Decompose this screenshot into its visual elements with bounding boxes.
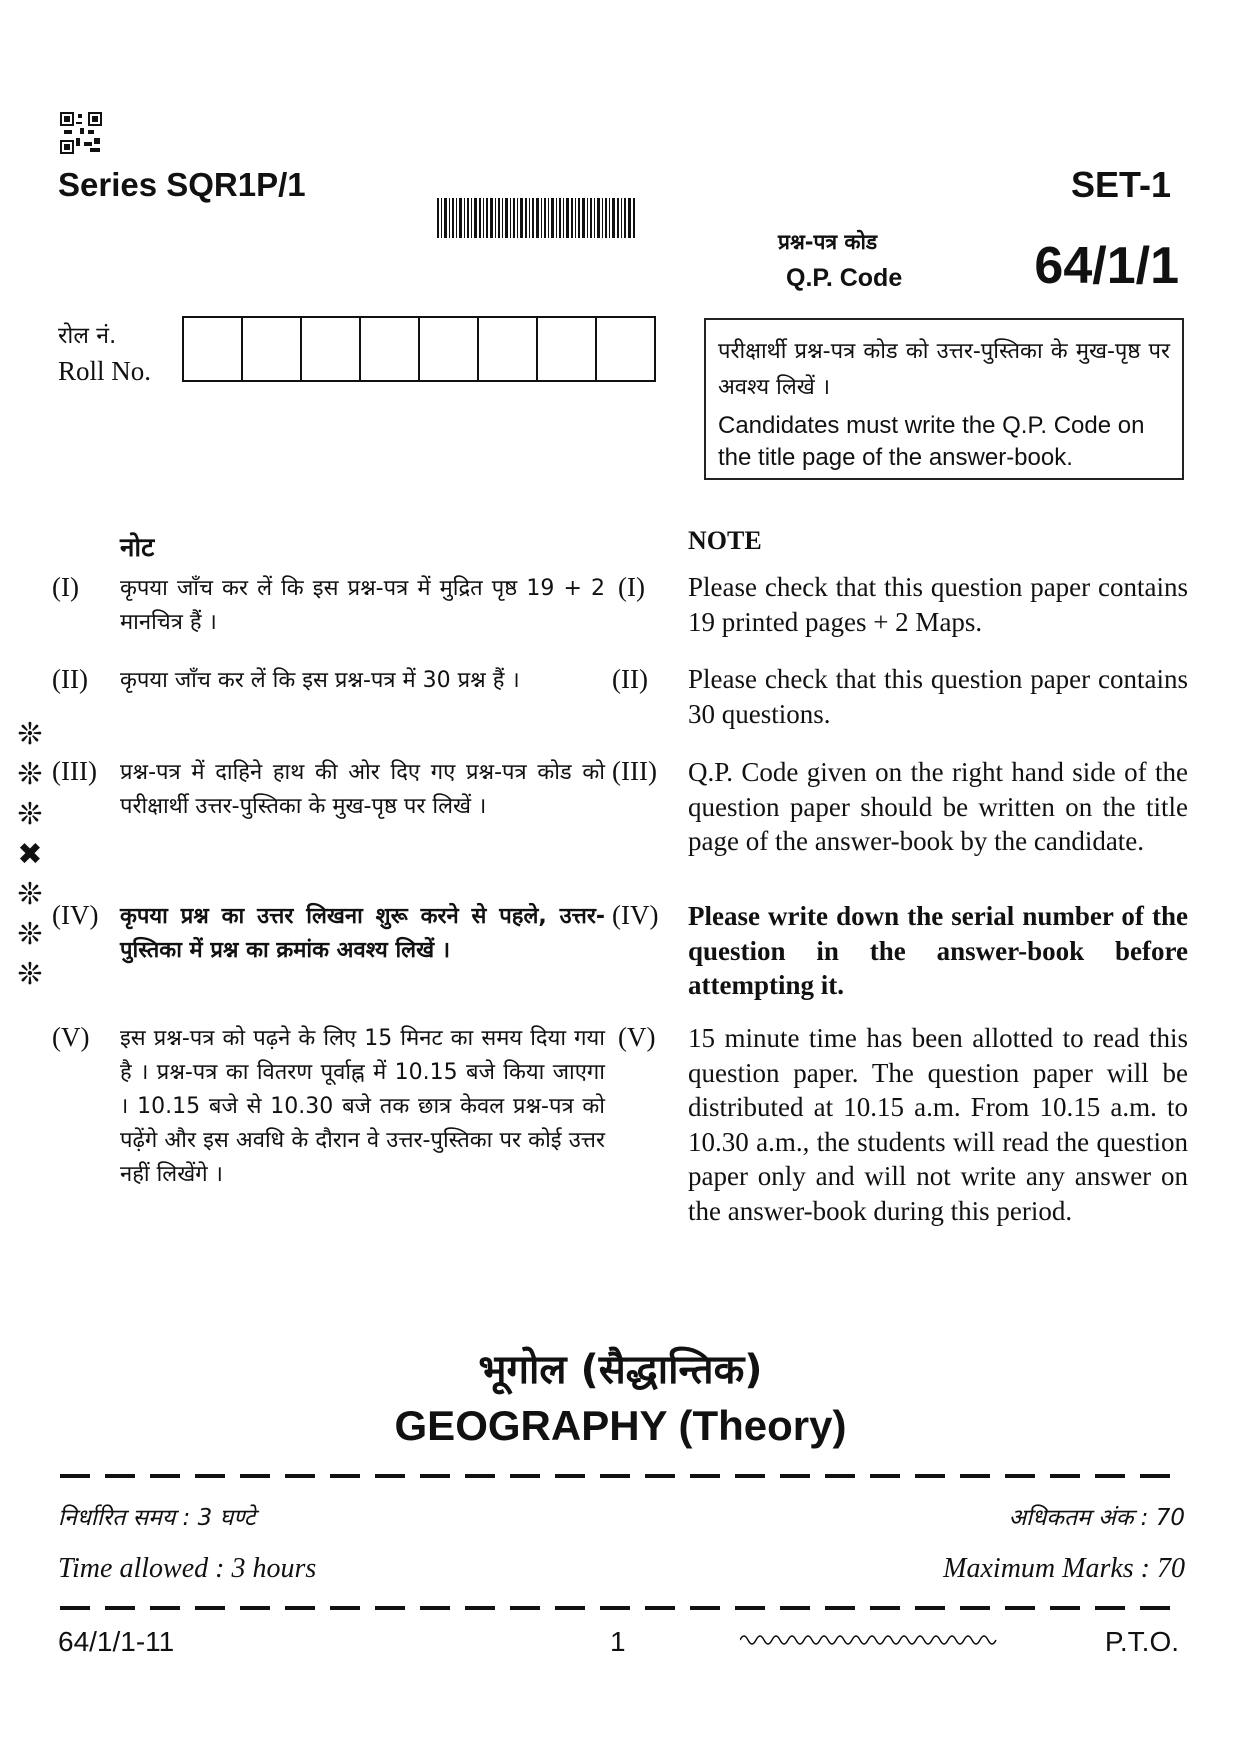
item-number: (IV) — [52, 900, 99, 930]
roll-box[interactable] — [597, 318, 656, 380]
qp-code-value: 64/1/1 — [1034, 237, 1179, 295]
dashed-divider — [60, 1606, 1185, 1610]
set-label: SET-1 — [1070, 164, 1171, 205]
roll-box[interactable] — [184, 318, 243, 380]
note-item-hindi: कृपया जाँच कर लें कि इस प्रश्न-पत्र में मुद्रित पृष्ठ 19 + 2 मानचित्र हैं । — [120, 576, 605, 635]
roll-box[interactable] — [479, 318, 538, 380]
roll-box[interactable] — [361, 318, 420, 380]
note-heading: NOTE — [688, 526, 762, 555]
qp-code-label: Q.P. Code — [786, 264, 903, 292]
item-number: (V) — [618, 1022, 656, 1052]
qr-code — [60, 112, 102, 154]
subject-title: GEOGRAPHY (Theory) — [394, 1402, 847, 1449]
wavy-line-icon — [740, 1632, 998, 1648]
maximum-marks: Maximum Marks : 70 — [943, 1553, 1185, 1584]
roll-label: Roll No. — [58, 356, 152, 386]
maximum-marks-hindi: अधिकतम अंक : 70 — [1008, 1505, 1185, 1531]
note-heading-hindi: नोट — [120, 533, 155, 563]
dashed-divider — [60, 1474, 1185, 1478]
margin-star-icons: ❊ ❊ ❊ ✖ ❊ ❊ ❊ — [17, 717, 43, 992]
time-allowed-hindi: निर्धारित समय : 3 घण्टे — [58, 1505, 256, 1531]
roll-box[interactable] — [420, 318, 479, 380]
time-allowed: Time allowed : 3 hours — [58, 1553, 317, 1584]
page-number: 1 — [610, 1626, 626, 1657]
roll-box[interactable] — [302, 318, 361, 380]
roll-box[interactable] — [243, 318, 302, 380]
roll-label-hindi: रोल नं. — [58, 323, 117, 349]
item-number: (I) — [52, 572, 79, 602]
note-item-hindi: कृपया प्रश्न का उत्तर लिखना शुरू करने से पहले, उत्तर-पुस्तिका में प्रश्न का क्रमांक अवश्य लिखें । — [120, 904, 605, 963]
roll-number-boxes[interactable] — [182, 316, 656, 382]
roll-box[interactable] — [538, 318, 597, 380]
note-item-hindi: कृपया जाँच कर लें कि इस प्रश्न-पत्र में 30 प्रश्न हैं । — [120, 668, 520, 693]
item-number: (III) — [612, 756, 657, 786]
item-number: (IV) — [612, 900, 659, 930]
qp-code-notice-box — [704, 318, 1184, 480]
pto-label: P.T.O. — [1104, 1626, 1179, 1657]
item-number: (II) — [612, 664, 648, 694]
note-item: Please write down the serial number of the question in the answer-book before attempting it. — [688, 901, 1188, 1000]
note-item-hindi: प्रश्न-पत्र में दाहिने हाथ की ओर दिए गए प्रश्न-पत्र कोड को परीक्षार्थी उत्तर-पुस्तिका के मुख-पृष्ठ पर लिखें । — [120, 760, 605, 819]
item-number: (I) — [618, 572, 645, 602]
note-item: 15 minute time has been allotted to read this question paper. The question paper will be distributed at 10.15 a.m. From 10.15 a.m. to 10.30 a.m., the students will read the question paper only and will not write any answer on the answer-book during this period. — [688, 1023, 1188, 1226]
note-item: Please check that this question paper contains 19 printed pages + 2 Maps. — [688, 572, 1188, 637]
footer-paper-code: 64/1/1-11 — [58, 1626, 175, 1657]
note-item: Q.P. Code given on the right hand side of the question paper should be written on the title page of the answer-book by the candidate. — [688, 757, 1188, 856]
note-item-hindi: इस प्रश्न-पत्र को पढ़ने के लिए 15 मिनट का समय दिया गया है । प्रश्न-पत्र का वितरण पूर्वाह्न में 10.15 बजे किया जाएगा । 10.15 बजे से 10.30 बजे तक छात्र केवल प्रश्न-पत्र को पढ़ेंगे और इस अवधि के दौरान वे उत्तर-पुस्तिका पर कोई उत्तर नहीं लिखेंगे । — [120, 1026, 605, 1187]
note-item: Please check that this question paper contains 30 questions. — [688, 664, 1188, 729]
item-number: (II) — [52, 664, 88, 694]
notice-text: Candidates must write the Q.P. Code on the title page of the answer-book. — [718, 412, 1145, 471]
barcode — [437, 198, 635, 238]
item-number: (V) — [52, 1022, 90, 1052]
notice-text-hindi: परीक्षार्थी प्रश्न-पत्र कोड को उत्तर-पुस्तिका के मुख-पृष्ठ पर अवश्य लिखें । — [718, 339, 1170, 400]
qp-code-label-hindi: प्रश्न-पत्र कोड — [778, 230, 878, 254]
series-label: Series SQR1P/1 — [58, 166, 306, 203]
item-number: (III) — [52, 756, 97, 786]
subject-title-hindi: भूगोल (सैद्धान्तिक) — [478, 1347, 763, 1393]
